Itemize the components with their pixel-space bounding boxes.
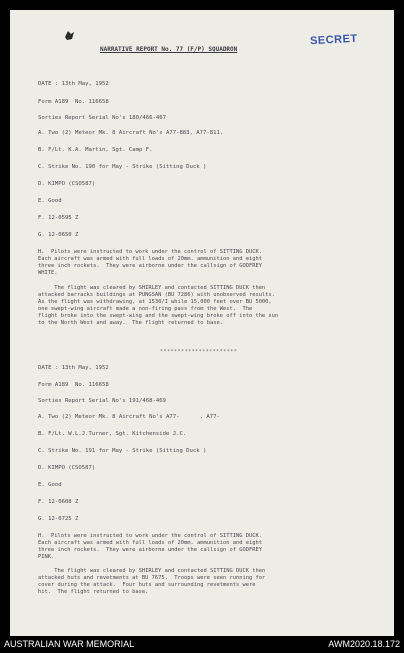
item-a: A. Two (2) Meteor Mk. 8 Aircraft No's A77- , A77-	[38, 414, 220, 420]
item-g: G. 12-0725 Z	[38, 516, 79, 522]
ink-mark-icon	[62, 28, 76, 42]
item-e: E. Good	[38, 482, 62, 488]
footer-archive-name: AUSTRALIAN WAR MEMORIAL	[4, 639, 135, 649]
item-f: F. 12-0595 Z	[38, 215, 79, 221]
date-line: DATE : 13th May, 1952	[38, 81, 109, 87]
item-f: F. 12-0608 Z	[38, 499, 79, 505]
form-line: Form A189 No. 116658	[38, 99, 109, 105]
item-c: C. Strike No. 190 for May - Strike (Sitting Duck )	[38, 164, 207, 170]
item-a: A. Two (2) Meteor Mk. 8 Aircraft No's A77-883, A77-811.	[38, 130, 224, 136]
footer-bar	[0, 636, 404, 653]
item-e: E. Good	[38, 198, 62, 204]
item-h: H. Pilots were instructed to work under the control of SITTING DUCK. Each aircraft was armed with full loads of 20mm. ammunition and eight three inch rockets. They were airborne under the callsign of GODFREY WHITE.	[38, 249, 262, 276]
item-c: C. Strike No. 191 for May - Strike (Sitting Duck )	[38, 448, 207, 454]
narrative-paragraph: The flight was cleared by SHIRLEY and contacted SITTING DUCK then attacked barracks buildings at PUNGSAN (BU 7286) with unobserved results. As the flight was withdrawing, at 1530/I while 15,000 feet over BU 5000, one swept-wing aircraft made a non-firing pass from the West. The flight broke into the swept-wing and the swept-wing broke off into the sun to the North West and away. The flight returned to base.	[38, 285, 279, 326]
sorties-line: Sorties Report Serial No's 180/466-467	[38, 115, 166, 121]
item-d: D. KIMPO (CSO587)	[38, 181, 96, 187]
document-page	[10, 10, 394, 636]
item-b: B. F/Lt. K.A. Martin, Sgt. Camp F.	[38, 147, 153, 153]
secret-stamp: SECRET	[309, 32, 358, 48]
item-h: H. Pilots were instructed to work under the control of SITTING DUCK. Each aircraft was armed with full loads of 20mm. ammunition and eight three inch rockets. They were airborne under the callsign of GODFREY PINK.	[38, 533, 262, 560]
form-line: Form A189 No. 116658	[38, 382, 109, 388]
separator: **********************	[160, 349, 238, 355]
item-d: D. KIMPO (CSO587)	[38, 465, 96, 471]
sorties-line: Sorties Report Serial No's 191/468-469	[38, 398, 166, 404]
narrative-paragraph: The flight was cleared by SHIRLEY and contacted SITTING DUCK then attacked huts and revetments at BU 7675. Troops were seen running for cover during the attack. Four huts and surrounding revetments were hit. The flight returned to base.	[38, 568, 266, 595]
item-b: B. F/Lt. W.L.J.Turner, Sgt. Kitchenside J.C.	[38, 431, 187, 437]
footer-catalog-id: AWM2020.18.172	[328, 639, 400, 649]
item-g: G. 12-0650 Z	[38, 232, 79, 238]
report-title: NARRATIVE REPORT No. 77 (F/P) SQUADRON	[100, 46, 238, 53]
date-line: DATE : 13th May, 1952	[38, 365, 109, 371]
